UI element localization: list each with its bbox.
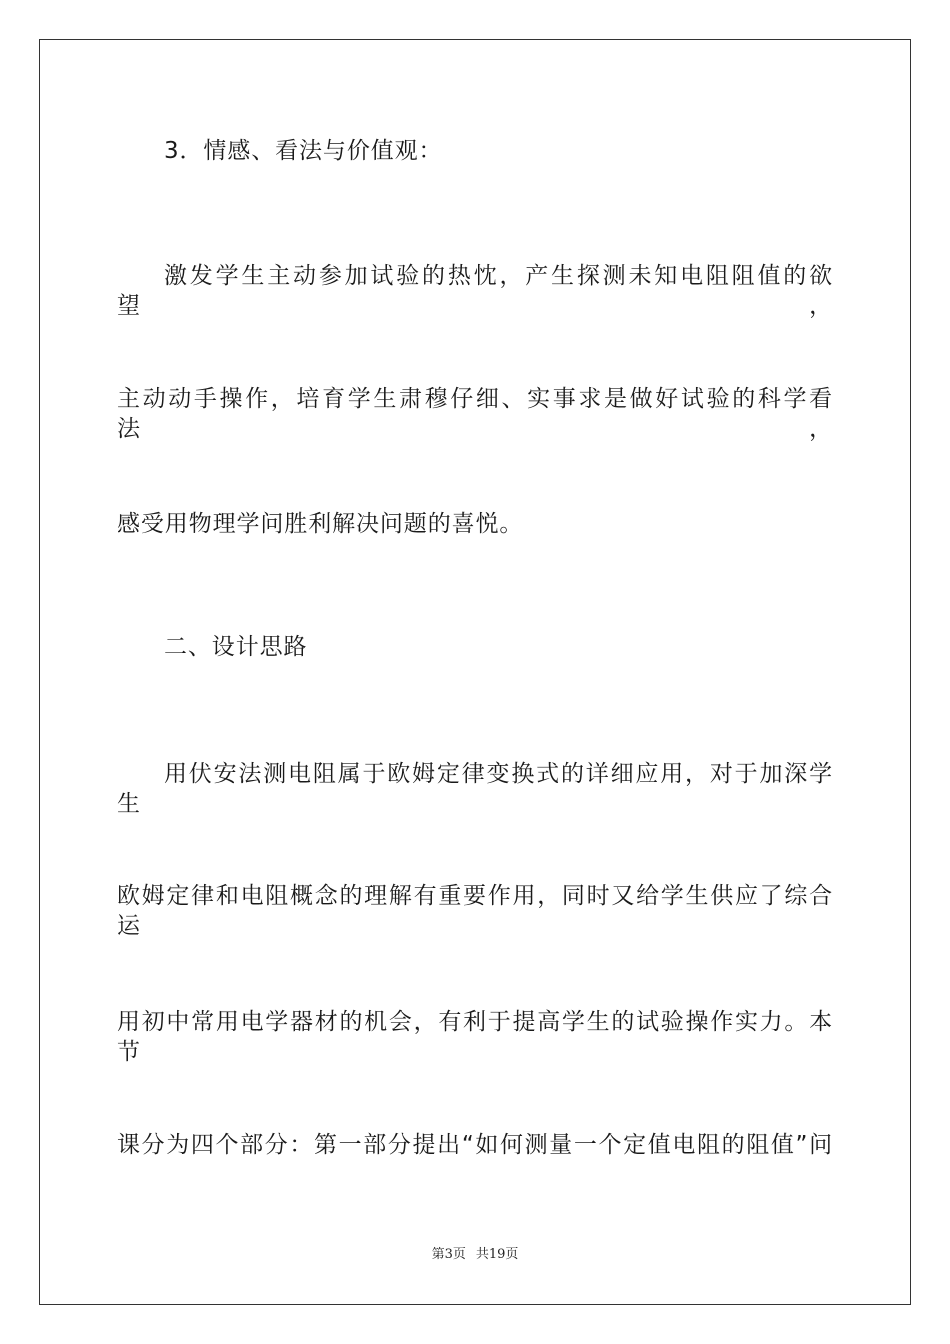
paragraph-line: 欧姆定律和电阻概念的理解有重要作用，同时又给学生供应了综合运 <box>117 883 833 939</box>
paragraph-line: 用初中常用电学器材的机会，有利于提高学生的试验操作实力。本节 <box>117 1009 833 1065</box>
paragraph-line: 激发学生主动参加试验的热忱，产生探测未知电阻阻值的欲望， <box>117 263 833 319</box>
page-border <box>39 39 911 1305</box>
paragraph-line: 用伏安法测电阻属于欧姆定律变换式的详细应用，对于加深学生 <box>117 761 833 817</box>
paragraph-line: 课分为四个部分：第一部分提出“如何测量一个定值电阻的阻值”问 <box>117 1132 833 1158</box>
section-heading-emotions: 3．情感、看法与价值观： <box>164 138 443 164</box>
page-total: 共19页 <box>475 1247 519 1262</box>
paragraph-line: 主动动手操作，培育学生肃穆仔细、实事求是做好试验的科学看法， <box>117 386 833 442</box>
page-footer <box>0 1246 950 1264</box>
page-number: 第3页 <box>431 1247 466 1262</box>
paragraph-line: 感受用物理学问胜利解决问题的喜悦。 <box>117 511 524 537</box>
section-heading-design: 二、设计思路 <box>164 634 308 660</box>
